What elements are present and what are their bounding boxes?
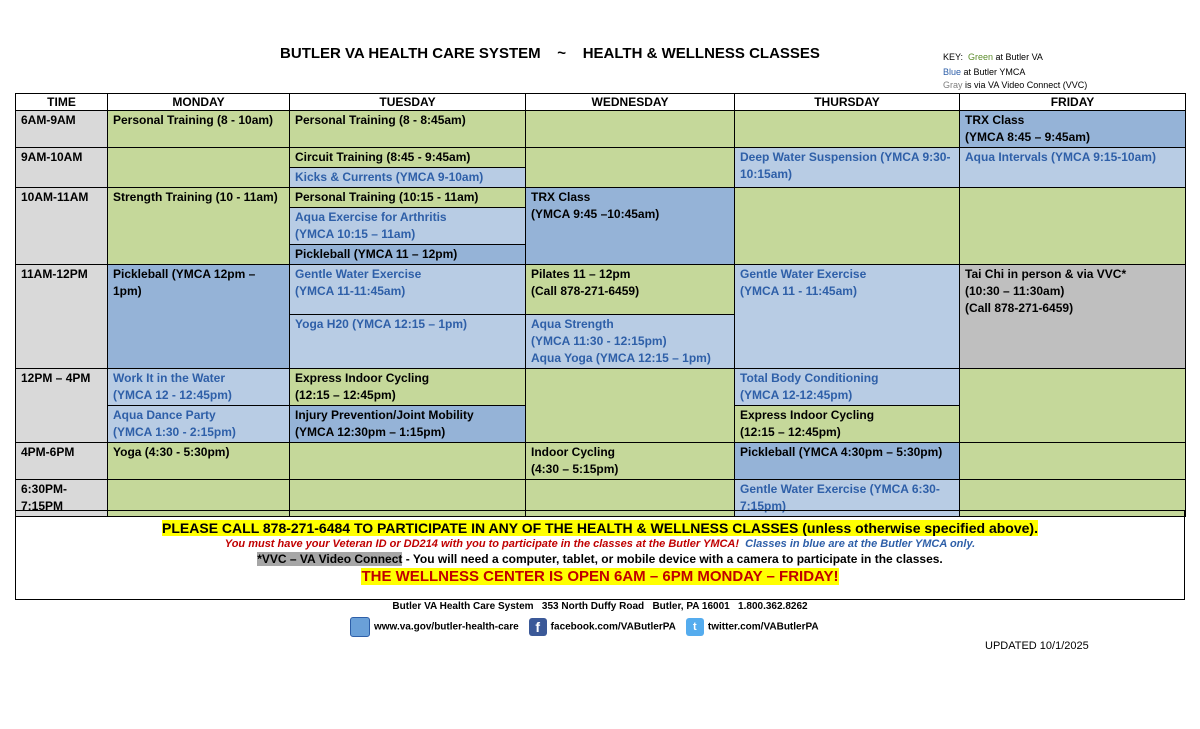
twitter-icon: t	[686, 618, 704, 636]
empty-cell	[735, 111, 960, 148]
header-time: TIME	[16, 94, 108, 111]
class-cell: Personal Training (8 - 10am)	[108, 111, 290, 148]
empty-cell	[960, 188, 1186, 265]
time-cell: 12PM – 4PM	[16, 369, 108, 443]
facebook-icon: f	[529, 618, 547, 636]
schedule-table	[15, 93, 1186, 517]
veteran-id-notice: You must have your Veteran ID or DD214 with you to participate in the classes at the Butler YMCA!	[224, 538, 740, 550]
notes-box	[15, 510, 1185, 600]
class-cell: Tai Chi in person & via VVC* (10:30 – 11:30am) (Call 878-271-6459)	[960, 265, 1186, 369]
empty-cell	[735, 188, 960, 265]
vvc-label: *VVC – VA Video Connect	[257, 552, 403, 566]
twitter-link[interactable]: t twitter.com/VAButlerPA	[686, 618, 819, 636]
updated-date: UPDATED 10/1/2025	[985, 640, 1089, 652]
table-row	[16, 148, 1186, 168]
class-cell: Aqua Strength (YMCA 11:30 - 12:15pm) Aqua Yoga (YMCA 12:15 – 1pm)	[526, 315, 735, 369]
class-cell: Total Body Conditioning (YMCA 12-12:45pm)	[735, 369, 960, 406]
class-cell: Gentle Water Exercise (YMCA 11-11:45am)	[290, 265, 526, 315]
class-cell: Gentle Water Exercise (YMCA 11 - 11:45am)	[735, 265, 960, 369]
empty-cell	[526, 111, 735, 148]
class-cell: TRX Class (YMCA 8:45 – 9:45am)	[960, 111, 1186, 148]
blue-classes-notice: Classes in blue are at the Butler YMCA only.	[745, 538, 976, 550]
time-cell: 9AM-10AM	[16, 148, 108, 188]
vvc-notice: - You will need a computer, tablet, or mobile device with a camera to participate in the classes.	[402, 552, 943, 566]
class-cell: Express Indoor Cycling (12:15 – 12:45pm)	[735, 406, 960, 443]
page-title: BUTLER VA HEALTH CARE SYSTEM ~ HEALTH & WELLNESS CLASSES	[280, 45, 820, 62]
key-green: KEY: Green at Butler VA	[943, 52, 1043, 62]
footer-address: Butler VA Health Care System 353 North Duffy Road Butler, PA 16001 1.800.362.8262	[392, 601, 808, 612]
header-friday: FRIDAY	[960, 94, 1186, 111]
header-tuesday: TUESDAY	[290, 94, 526, 111]
call-notice: PLEASE CALL 878-271-6484 TO PARTICIPATE IN ANY OF THE HEALTH & WELLNESS CLASSES (unless otherwise specified above).	[162, 520, 1038, 536]
footer-links	[350, 617, 819, 637]
class-cell: Pilates 11 – 12pm (Call 878-271-6459)	[526, 265, 735, 315]
empty-cell	[526, 148, 735, 188]
class-cell: Express Indoor Cycling (12:15 – 12:45pm)	[290, 369, 526, 406]
header-wednesday: WEDNESDAY	[526, 94, 735, 111]
time-cell: 10AM-11AM	[16, 188, 108, 265]
class-cell: Aqua Intervals (YMCA 9:15-10am)	[960, 148, 1186, 188]
class-cell: Personal Training (8 - 8:45am)	[290, 111, 526, 148]
table-row	[16, 265, 1186, 315]
empty-cell	[290, 443, 526, 480]
class-cell: Aqua Exercise for Arthritis (YMCA 10:15 – 11am)	[290, 208, 526, 245]
key-blue: Blue at Butler YMCA	[943, 67, 1026, 77]
class-cell: Work It in the Water (YMCA 12 - 12:45pm)	[108, 369, 290, 406]
facebook-link[interactable]: f facebook.com/VAButlerPA	[529, 618, 676, 636]
time-cell: 6:30PM-7:15PM	[16, 480, 108, 517]
class-cell: Pickleball (YMCA 12pm – 1pm)	[108, 265, 290, 369]
time-cell: 11AM-12PM	[16, 265, 108, 369]
header-row	[16, 94, 1186, 111]
class-cell: Personal Training (10:15 - 11am)	[290, 188, 526, 208]
class-cell: Gentle Water Exercise (YMCA 6:30-7:15pm)	[735, 480, 960, 517]
table-row	[16, 188, 1186, 208]
class-cell: Indoor Cycling (4:30 – 5:15pm)	[526, 443, 735, 480]
class-cell: Deep Water Suspension (YMCA 9:30-10:15am)	[735, 148, 960, 188]
header-thursday: THURSDAY	[735, 94, 960, 111]
class-cell: Pickleball (YMCA 4:30pm – 5:30pm)	[735, 443, 960, 480]
table-row	[16, 443, 1186, 480]
open-hours-notice: THE WELLNESS CENTER IS OPEN 6AM – 6PM MONDAY – FRIDAY!	[361, 568, 839, 585]
header-monday: MONDAY	[108, 94, 290, 111]
class-cell: Yoga (4:30 - 5:30pm)	[108, 443, 290, 480]
empty-cell	[960, 443, 1186, 480]
class-cell: Injury Prevention/Joint Mobility (YMCA 12:30pm – 1:15pm)	[290, 406, 526, 443]
table-row	[16, 369, 1186, 406]
class-cell: Aqua Dance Party (YMCA 1:30 - 2:15pm)	[108, 406, 290, 443]
web-link[interactable]: www.va.gov/butler-health-care	[350, 617, 519, 637]
web-icon	[350, 617, 370, 637]
table-row	[16, 111, 1186, 148]
empty-cell	[526, 369, 735, 443]
empty-cell	[108, 148, 290, 188]
class-cell: Strength Training (10 - 11am)	[108, 188, 290, 265]
class-cell: Circuit Training (8:45 - 9:45am)	[290, 148, 526, 168]
key-gray: Gray is via VA Video Connect (VVC)	[943, 80, 1088, 90]
class-cell: Pickleball (YMCA 11 – 12pm)	[290, 245, 526, 265]
time-cell: 6AM-9AM	[16, 111, 108, 148]
class-cell: Kicks & Currents (YMCA 9-10am)	[290, 168, 526, 188]
empty-cell	[960, 369, 1186, 443]
class-cell: TRX Class (YMCA 9:45 –10:45am)	[526, 188, 735, 265]
class-cell: Yoga H20 (YMCA 12:15 – 1pm)	[290, 315, 526, 369]
time-cell: 4PM-6PM	[16, 443, 108, 480]
